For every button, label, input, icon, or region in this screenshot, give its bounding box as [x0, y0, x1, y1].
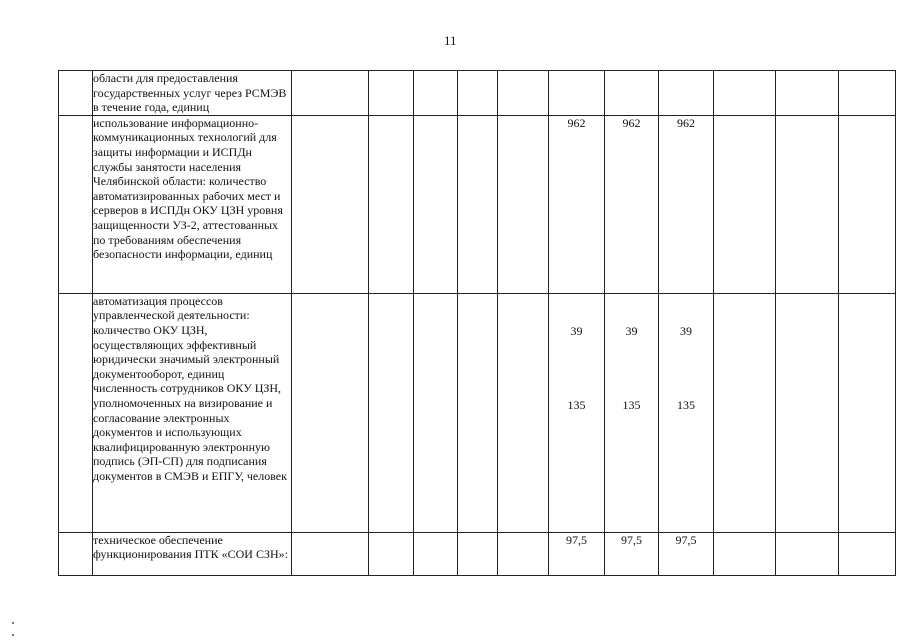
- table-row: [59, 532, 896, 575]
- table-row: [59, 115, 896, 293]
- value-cell-group: [605, 293, 659, 532]
- table-row: [59, 293, 896, 532]
- scan-speck: [12, 622, 14, 624]
- value-cell: 39: [570, 323, 583, 338]
- value-cell-group: [549, 293, 605, 532]
- indicator-description: [93, 71, 292, 116]
- value-cell-group: [659, 293, 714, 532]
- scan-speck: [12, 634, 14, 636]
- indicators-table: [58, 70, 896, 576]
- page-number: 11: [444, 33, 457, 48]
- value-cell: 97,5: [605, 532, 659, 575]
- value-cell: 97,5: [549, 532, 605, 575]
- row-number-cell: [59, 293, 93, 532]
- indicator-description: [93, 532, 292, 575]
- indicator-text: автоматизация процессов управленческой деятельности: количество ОКУ ЦЗН, осуществляющих эффективный юридически значимый электронный документооборот, единиц: [93, 293, 280, 381]
- indicator-text: техническое обеспечение функционирования ПТК «СОИ СЗН»:: [93, 532, 288, 562]
- value-cell: 39: [680, 323, 692, 338]
- table-row: [59, 71, 896, 116]
- indicator-description: [93, 115, 292, 293]
- indicator-text: численность сотрудников ОКУ ЦЗН, уполномоченных на визирование и согласование электронных документов и использующих квалифицированную электронную подпись (ЭП-СП) для подписания документов в СМЭВ и ЕПГУ, человек: [93, 381, 287, 483]
- value-cell: 135: [567, 398, 586, 413]
- row-number-cell: [59, 115, 93, 293]
- value-cell: 962: [605, 115, 659, 293]
- value-cell: 97,5: [659, 532, 714, 575]
- value-cell: 962: [549, 115, 605, 293]
- value-cell: 135: [622, 398, 641, 413]
- value-cell: 135: [677, 398, 695, 413]
- row-number-cell: [59, 532, 93, 575]
- value-cell: 39: [625, 323, 638, 338]
- indicator-description: [93, 293, 292, 532]
- indicator-text: области для предоставления государственных услуг через РСМЭВ в течение года, единиц: [93, 71, 287, 115]
- value-cell: 962: [659, 115, 714, 293]
- indicator-text: использование информационно-коммуникационных технологий для защиты информации и ИСПДн службы занятости населения Челябинской области: количество автоматизированных рабочих мест и серверов в ИСПДн ОКУ ЦЗН уровня защищенности УЗ-2, аттестованных по требованиям обеспечения безопасности информации, единиц: [93, 115, 283, 262]
- row-number-cell: [59, 71, 93, 116]
